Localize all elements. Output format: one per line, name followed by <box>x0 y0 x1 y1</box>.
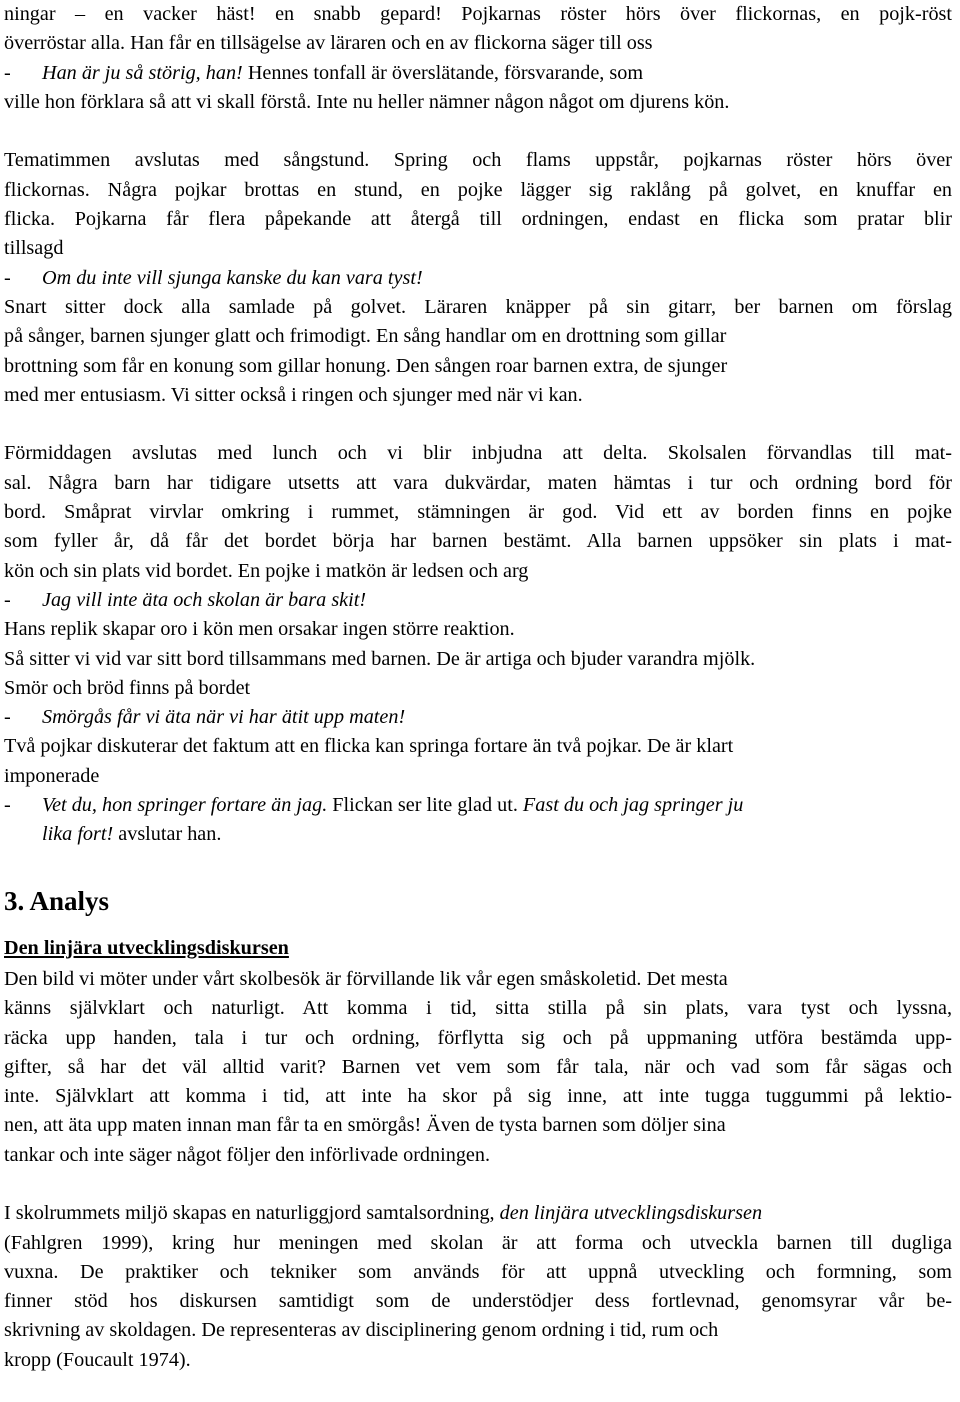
text-line: Hans replik skapar oro i kön men orsakar ingen större reaktion. <box>4 618 515 641</box>
dialogue-line <box>4 264 952 293</box>
paragraph-gap <box>4 1170 952 1199</box>
paragraph-1 <box>4 0 952 117</box>
text-line <box>4 1199 952 1228</box>
text-line: Så sitter vi vid var sitt bord tillsammans med barnen. De är artiga och bjuder varandra mjölk. <box>4 647 756 670</box>
text-line: imponerade <box>4 764 100 787</box>
text-span: I skolrummets miljö skapas en naturliggjord samtalsordning, <box>4 1202 500 1225</box>
dash-marker: - <box>4 266 11 289</box>
dialogue-line <box>4 59 952 88</box>
dialogue-line <box>4 791 952 820</box>
text-line: kropp (Foucault 1974). <box>4 1348 191 1371</box>
text-line: ville hon förklara så att vi skall förstå. Inte nu heller nämner någon något om djurens kön. <box>4 90 730 113</box>
quote-text: Om du inte vill sjunga kanske du kan vara tyst! <box>42 266 423 289</box>
dash-marker: - <box>4 794 11 817</box>
text-line: på sånger, barnen sjunger glatt och frimodigt. En sång handlar om en drottning som gillar <box>4 325 727 348</box>
text-line: brottning som får en konung som gillar honung. Den sången roar barnen extra, de sjunger <box>4 354 728 377</box>
dialogue-line <box>4 703 952 732</box>
dialogue-line <box>4 586 952 615</box>
text-line: sal. Några barn har tidigare utsetts att vara dukvärdar, maten hämtas i tur och ordning bord för <box>4 471 952 494</box>
text-line: finner stöd hos diskursen samtidigt som de understödjer dess fortlevnad, genomsyrar vår be- <box>4 1290 952 1313</box>
text-line: Smör och bröd finns på bordet <box>4 676 251 699</box>
text-line: nen, att äta upp maten innan man får ta en smörgås! Även de tysta barnen som döljer sina <box>4 1114 726 1137</box>
text-line: Snart sitter dock alla samlade på golvet. Läraren knäpper på sin gitarr, ber barnen om förslag <box>4 295 952 318</box>
text-line: tankar och inte säger något följer den införlivade ordningen. <box>4 1143 491 1166</box>
text-line: (Fahlgren 1999), kring hur meningen med skolan är att forma och utveckla barnen till dugliga <box>4 1231 952 1254</box>
section-heading: 3. Analys <box>4 885 110 916</box>
text-line: bord. Småprat virvlar omkring i rummet, stämningen är god. Vid ett av borden finns en pojke <box>4 501 952 524</box>
text-span: Hennes tonfall är överslätande, försvarande, som <box>242 61 644 84</box>
text-line: kön och sin plats vid bordet. En pojke i matkön är ledsen och arg <box>4 559 529 582</box>
text-line: vuxna. De praktiker och tekniker som används för att uppnå utveckling och formning, som <box>4 1260 952 1283</box>
text-span: Flickan ser lite glad ut. <box>327 794 523 817</box>
text-line: gifter, så har det väl alltid varit? Barnen vet vem som får tala, när och vad som får sägas och <box>4 1055 952 1078</box>
dash-marker: - <box>4 588 11 611</box>
text-line: Förmiddagen avslutas med lunch och vi blir inbjudna att delta. Skolsalen förvandlas till mat- <box>4 442 952 465</box>
text-line: räcka upp handen, tala i tur och ordning, förflytta sig och på uppmaning utföra bestämda upp- <box>4 1026 952 1049</box>
text-line: flickornas. Några pojkar brottas en stund, en pojke lägger sig raklång på golvet, en knuffar en <box>4 178 952 201</box>
paragraph-3 <box>4 439 952 849</box>
text-line: känns självklart och naturligt. Att komma i tid, sitta stilla på sin plats, vara tyst och lyssna, <box>4 997 952 1020</box>
quote-text: lika fort! <box>42 823 114 846</box>
text-line: med mer entusiasm. Vi sitter också i ringen och sjunger med när vi kan. <box>4 383 583 406</box>
subsection-heading: Den linjära utvecklingsdiskursen <box>4 936 289 959</box>
dash-marker: - <box>4 61 11 84</box>
text-line: som fyller år, då får det bordet börja har barnen bestämt. Alla barnen uppsöker sin plats i mat- <box>4 530 952 553</box>
paragraph-gap <box>4 850 952 879</box>
text-line: överröstar alla. Han får en tillsägelse av läraren och en av flickorna säger till oss <box>4 32 653 55</box>
text-line: Tematimmen avslutas med sångstund. Spring och flams uppstår, pojkarnas röster hörs över <box>4 149 952 172</box>
paragraph-gap <box>4 117 952 146</box>
text-line: skrivning av skoldagen. De representeras av disciplinering genom ordning i tid, rum och <box>4 1319 719 1342</box>
text-line: inte. Självklart att komma i tid, att inte ha skor på sig inne, att inte tugga tuggummi på lektio- <box>4 1085 952 1108</box>
term-italic: den linjära utvecklingsdiskursen <box>499 1202 763 1225</box>
text-line: Den bild vi möter under vårt skolbesök är förvillande lik vår egen småskoletid. Det mesta <box>4 967 728 990</box>
paragraph-4 <box>4 965 952 1170</box>
dash-marker: - <box>4 706 11 729</box>
text-line: Två pojkar diskuterar det faktum att en flicka kan springa fortare än två pojkar. De är klart <box>4 735 734 758</box>
quote-text: Han är ju så störig, han! <box>42 61 243 84</box>
quote-text: Jag vill inte äta och skolan är bara skit! <box>42 588 367 611</box>
text-line: tillsagd <box>4 237 64 260</box>
paragraph-5 <box>4 1199 952 1375</box>
paragraph-gap <box>4 410 952 439</box>
quote-text: Smörgås får vi äta när vi har ätit upp maten! <box>42 706 406 729</box>
quote-text: Fast du och jag springer ju <box>522 794 744 817</box>
quote-text: Vet du, hon springer fortare än jag. <box>42 794 328 817</box>
text-line: flicka. Pojkarna får flera påpekande att återgå till ordningen, endast en flicka som pratar blir <box>4 208 952 231</box>
text-span: avslutar han. <box>113 823 222 846</box>
dialogue-continuation <box>4 820 952 849</box>
paragraph-2 <box>4 146 952 410</box>
text-line: ningar – en vacker häst! en snabb gepard! Pojkarnas röster hörs över flickornas, en pojk-röst <box>4 3 952 25</box>
